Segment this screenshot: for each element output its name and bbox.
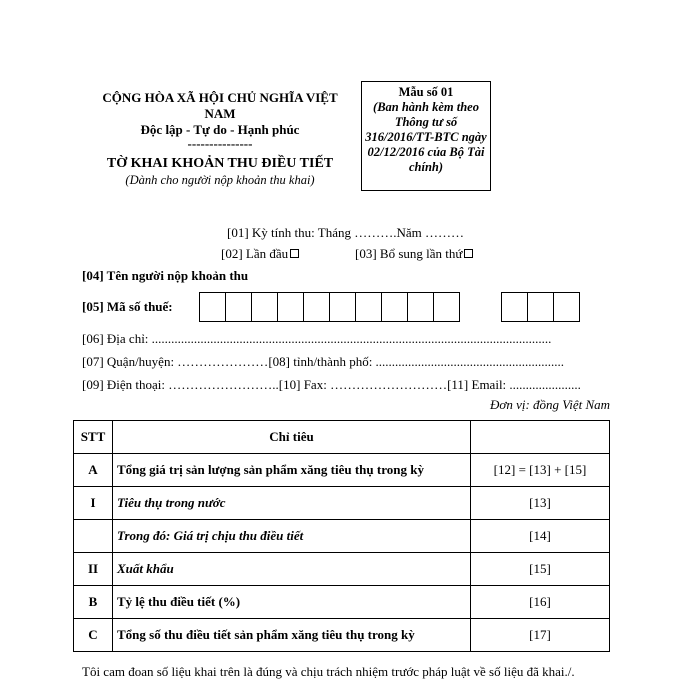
form-code-box xyxy=(361,81,491,191)
tax-code-label: [05] Mã số thuế: xyxy=(82,299,173,314)
district-label: [07] Quận/huyện: ………………… xyxy=(82,354,269,369)
tax-code-suffix-cells[interactable] xyxy=(501,292,579,322)
tax-code-cell[interactable] xyxy=(277,292,304,322)
row-item: Tiêu thụ trong nước xyxy=(113,487,471,520)
row-value[interactable]: [17] xyxy=(471,619,610,652)
table-row xyxy=(74,619,610,652)
supplement-label: [03] Bổ sung lần thứ xyxy=(355,246,463,261)
table-row xyxy=(74,553,610,586)
tax-code-cell[interactable] xyxy=(407,292,434,322)
row-stt: II xyxy=(74,553,113,586)
row-value[interactable]: [16] xyxy=(471,586,610,619)
table-row xyxy=(74,520,610,553)
row-stt: A xyxy=(74,454,113,487)
header-item: Chỉ tiêu xyxy=(113,421,471,454)
row-value[interactable]: [13] xyxy=(471,487,610,520)
table-header-row xyxy=(74,421,610,454)
form-code-note: (Ban hành kèm theo Thông tư số 316/2016/TT-BTC ngày 02/12/2016 của Bộ Tài chính) xyxy=(365,100,487,174)
first-time-checkbox[interactable] xyxy=(290,249,299,258)
table-row xyxy=(74,454,610,487)
header-stt: STT xyxy=(74,421,113,454)
email-label: [11] Email: ...................... xyxy=(447,377,581,392)
tax-code-cell[interactable] xyxy=(433,292,460,322)
row-stt: B xyxy=(74,586,113,619)
row-item: Tổng giá trị sản lượng sản phẩm xăng tiêu thụ trong kỳ xyxy=(113,454,471,487)
tax-code-cell[interactable] xyxy=(199,292,226,322)
tax-code-cell[interactable] xyxy=(355,292,382,322)
supplement-checkbox[interactable] xyxy=(464,249,473,258)
tax-code-cell[interactable] xyxy=(251,292,278,322)
form-title: TỜ KHAI KHOẢN THU ĐIỀU TIẾT xyxy=(106,156,334,171)
tax-code-cell[interactable] xyxy=(381,292,408,322)
table-row xyxy=(74,487,610,520)
form-code: Mẫu số 01 xyxy=(398,85,454,99)
district-field[interactable] xyxy=(82,354,564,370)
header-value xyxy=(471,421,610,454)
first-time-label: [02] Lần đầu xyxy=(221,246,289,261)
row-value[interactable]: [14] xyxy=(471,520,610,553)
tax-code-cells[interactable] xyxy=(199,292,459,322)
row-item: Tỷ lệ thu điều tiết (%) xyxy=(113,586,471,619)
phone-label: [09] Điện thoại: …………………….. xyxy=(82,377,279,392)
period-field[interactable]: [01] Kỳ tính thu: Tháng ……….Năm ……… xyxy=(227,225,464,240)
first-time-option[interactable] xyxy=(221,246,299,262)
document-header xyxy=(90,90,350,188)
tax-code-cell[interactable] xyxy=(527,292,554,322)
form-subtitle: (Dành cho người nộp khoản thu khai) xyxy=(125,173,315,187)
contact-field[interactable] xyxy=(82,377,581,393)
row-item: Xuất khẩu xyxy=(113,553,471,586)
currency-unit: Đơn vị: đồng Việt Nam xyxy=(490,397,611,412)
row-stt: C xyxy=(74,619,113,652)
tax-code-cell[interactable] xyxy=(329,292,356,322)
row-stt xyxy=(74,520,113,553)
row-value[interactable]: [12] = [13] + [15] xyxy=(471,454,610,487)
row-item: Trong đó: Giá trị chịu thu điều tiết xyxy=(113,520,471,553)
declaration-statement: Tôi cam đoan số liệu khai trên là đúng và chịu trách nhiệm trước pháp luật về số liệu đã khai./. xyxy=(82,664,575,679)
supplement-option[interactable] xyxy=(355,246,473,262)
motto: Độc lập - Tự do - Hạnh phúc xyxy=(140,122,300,137)
address-field[interactable]: [06] Địa chỉ: ........................................................................................................................... xyxy=(82,331,552,346)
table-row xyxy=(74,586,610,619)
declaration-table xyxy=(73,420,610,652)
row-stt: I xyxy=(74,487,113,520)
tax-code-cell[interactable] xyxy=(553,292,580,322)
row-item: Tổng số thu điều tiết sản phẩm xăng tiêu thụ trong kỳ xyxy=(113,619,471,652)
tax-code-cell[interactable] xyxy=(225,292,252,322)
tax-code-cell[interactable] xyxy=(501,292,528,322)
fax-label: [10] Fax: ……………………… xyxy=(278,377,448,392)
row-value[interactable]: [15] xyxy=(471,553,610,586)
payer-name-field[interactable]: [04] Tên người nộp khoản thu xyxy=(82,268,249,283)
tax-code-cell[interactable] xyxy=(303,292,330,322)
separator: --------------- xyxy=(187,136,253,151)
province-label: [08] tỉnh/thành phố: .......................................................... xyxy=(268,354,565,369)
country-name: CỘNG HÒA XÃ HỘI CHỦ NGHĨA VIỆT NAM xyxy=(102,90,338,121)
